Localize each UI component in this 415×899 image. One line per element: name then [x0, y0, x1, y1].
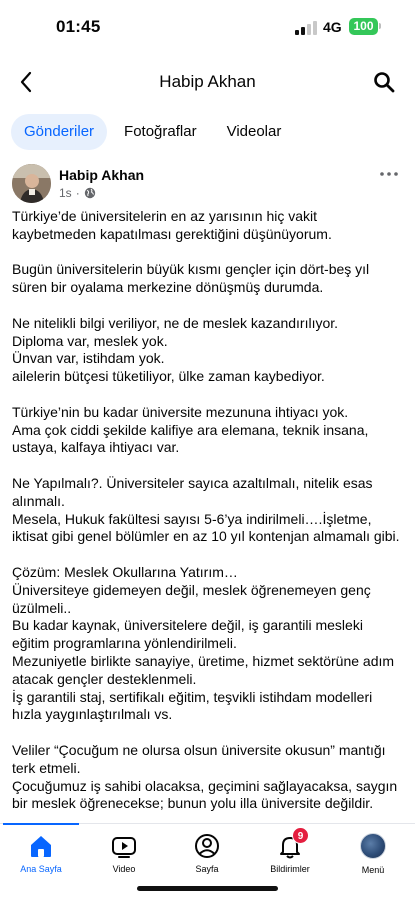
post-header: [0, 162, 415, 204]
nav-video[interactable]: [86, 832, 162, 884]
nav-notifications[interactable]: [252, 832, 328, 884]
nav-notifications-label: Bildirimler: [270, 864, 310, 874]
nav-home[interactable]: [3, 832, 79, 884]
back-button[interactable]: [10, 66, 42, 98]
nav-home-label: Ana Sayfa: [20, 864, 62, 874]
menu-avatar-icon: [359, 833, 387, 861]
avatar-photo: [12, 164, 51, 203]
tab-posts[interactable]: Gönderiler: [11, 114, 107, 150]
post-meta: [59, 186, 96, 200]
avatar[interactable]: [12, 164, 51, 203]
nav-page[interactable]: [169, 832, 245, 884]
home-icon: [27, 832, 55, 860]
nav-page-label: Sayfa: [195, 864, 219, 874]
post-paragraph: Veliler “Çocuğum ne olursa olsun üniversite okusun” mantığı terk etmeli. Çocuğumuz iş sahibi olacaksa, geçimini sağlayacaksa, saygın bir meslek öğrenecekse; bunun yolu illa üniversite değildir.: [12, 741, 398, 812]
more-options-button[interactable]: [377, 164, 401, 184]
nav-menu[interactable]: [335, 832, 411, 884]
chevron-left-icon: [19, 71, 33, 93]
search-icon: [373, 71, 395, 93]
network-label: 4G: [323, 19, 342, 35]
post-paragraph: Bugün üniversitelerin büyük kısmı gençler için dört-beş yıl süren bir oyalama merkezine dönüşmüş durumda.: [12, 261, 370, 296]
nav-menu-label: Menü: [361, 865, 385, 875]
nav-video-label: Video: [112, 864, 136, 874]
profile-tabs: [11, 114, 298, 150]
more-dots-icon: [380, 172, 398, 176]
post-text: [12, 208, 402, 824]
post-time[interactable]: 1s: [59, 186, 72, 200]
post-paragraph: Türkiye’de üniversitelerin en az yarısının hiç vakit kaybetmeden kapatılması gerektiğini düşünüyorum.: [12, 208, 332, 242]
home-indicator: [137, 886, 278, 891]
post-paragraph: Türkiye’nin bu kadar üniversite mezununa ihtiyacı yok. Ama çok ciddi şekilde kalifiye ara elemana, teknik insana, ustaya, kalfaya ihtiyacı var.: [12, 403, 369, 456]
battery-tip: [379, 23, 381, 29]
post-author[interactable]: Habip Akhan: [59, 167, 145, 183]
globe-icon: [84, 187, 96, 199]
active-tab-indicator: [3, 823, 79, 825]
tab-photos[interactable]: Fotoğraflar: [124, 123, 197, 140]
post-paragraph: Ne nitelikli bilgi veriliyor, ne de meslek kazandırılıyor. Diploma var, meslek yok. Ünvan var, istihdam yok. ailelerin bütçesi tüketiliyor, ülke zaman kaybediyor.: [12, 314, 339, 385]
post-paragraph: Ne Yapılmalı?. Üniversiteler sayıca azaltılmalı, nitelik esas alınmalı. Mesela, Hukuk fakültesi sayısı 5-6’ya indirilmeli….İşletme, iktisat gibi genel bölümler en az 10 yıl kontenjan almamalı gibi.: [12, 474, 400, 545]
page-title: Habip Akhan: [159, 72, 256, 91]
search-button[interactable]: [367, 65, 401, 99]
status-time: 01:45: [56, 17, 101, 36]
signal-icon: [295, 21, 317, 35]
page-header: [0, 60, 415, 104]
tab-videos[interactable]: Videolar: [226, 123, 282, 140]
bottom-navigation: [0, 823, 415, 899]
status-bar: [0, 0, 415, 56]
post-paragraph: Çözüm: Meslek Okullarına Yatırım… Üniversiteye gidemeyen değil, meslek öğrenemeyen genç üzülmeli.. Bu kadar kaynak, üniversitelere değil, iş garantili mesleki eğitim programlarına yönlendirilmeli. Mezuniyetle birlikte sanayiye, üretime, hizmet sektörüne adım atacak gençler desteklenmeli. İş garantili staj, sertifikalı eğitim, teşvikli istihdam modelleri hızla yaygınlaştırılmalı vs.: [12, 563, 395, 723]
bell-icon: [276, 832, 304, 860]
notification-badge: 9: [292, 827, 309, 844]
profile-icon: [193, 832, 221, 860]
battery-icon: 100: [349, 18, 378, 35]
separator-dot: ·: [75, 186, 80, 200]
video-icon: [110, 832, 138, 860]
